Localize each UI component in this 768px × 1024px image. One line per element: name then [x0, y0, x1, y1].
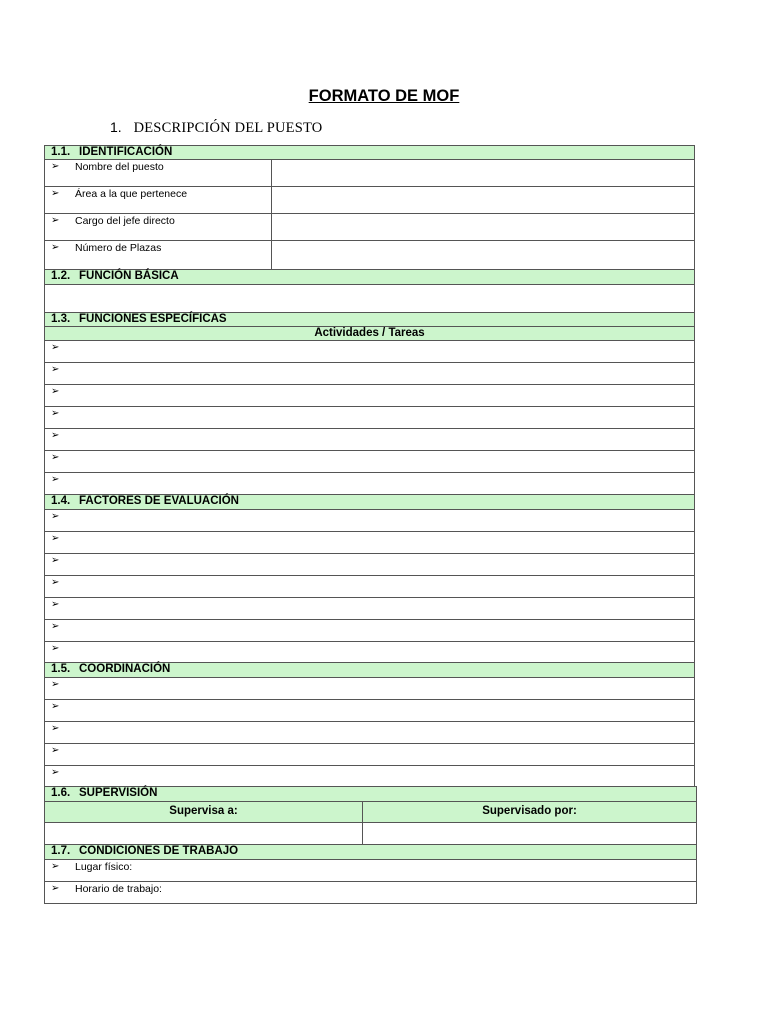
heading-text: DESCRIPCIÓN DEL PUESTO	[133, 120, 323, 136]
list-item	[44, 641, 695, 663]
list-item	[44, 340, 695, 363]
bullet-arrow-icon: ➢	[51, 745, 60, 756]
bullet-arrow-icon: ➢	[51, 408, 60, 419]
bullet-arrow-icon: ➢	[51, 621, 60, 632]
field-label: Área a la que pertenece	[75, 188, 188, 200]
list-item	[44, 721, 695, 744]
bullet-arrow-icon: ➢	[51, 701, 60, 712]
bullet-arrow-icon: ➢	[51, 643, 60, 654]
list-item	[44, 472, 695, 495]
bullet-arrow-icon: ➢	[51, 342, 60, 353]
list-item	[44, 677, 695, 700]
field-row-lugar-fisico	[44, 859, 697, 882]
field-row-cargo-jefe	[44, 213, 695, 241]
bullet-arrow-icon: ➢	[51, 474, 60, 485]
bullet-arrow-icon: ➢	[51, 533, 60, 544]
field-label: Lugar físico:	[75, 861, 133, 873]
field-label: Cargo del jefe directo	[75, 215, 175, 227]
heading-number: 1.	[110, 119, 122, 135]
section-funciones-especificas: 1.3. FUNCIONES ESPECÍFICAS	[44, 312, 695, 327]
supervisa-field	[44, 822, 363, 845]
column-header-supervisado: Supervisado por:	[362, 801, 697, 823]
bullet-arrow-icon: ➢	[51, 430, 60, 441]
list-item	[44, 575, 695, 598]
field-row-numero-plazas	[44, 240, 695, 270]
section-funcion-basica: 1.2. FUNCIÓN BÁSICA	[44, 269, 695, 285]
list-item	[44, 531, 695, 554]
bullet-arrow-icon: ➢	[51, 386, 60, 397]
bullet-arrow-icon: ➢	[51, 188, 60, 199]
list-item	[44, 428, 695, 451]
column-divider	[271, 240, 272, 270]
section-factores-evaluacion: 1.4. FACTORES DE EVALUACIÓN	[44, 494, 695, 510]
section-heading	[110, 119, 322, 137]
bullet-arrow-icon: ➢	[51, 364, 60, 375]
field-label: Nombre del puesto	[75, 161, 164, 173]
column-divider	[271, 159, 272, 187]
section-coordinacion: 1.5. COORDINACIÓN	[44, 662, 695, 678]
section-identificacion: 1.1. IDENTIFICACIÓN	[44, 145, 695, 160]
bullet-arrow-icon: ➢	[51, 861, 60, 872]
bullet-arrow-icon: ➢	[51, 577, 60, 588]
field-row-area	[44, 186, 695, 214]
column-header-actividades: Actividades / Tareas	[44, 326, 695, 341]
list-item	[44, 765, 695, 787]
bullet-arrow-icon: ➢	[51, 161, 60, 172]
bullet-arrow-icon: ➢	[51, 242, 60, 253]
funcion-basica-field	[44, 284, 695, 313]
list-item	[44, 743, 695, 766]
column-header-supervisa: Supervisa a:	[44, 801, 363, 823]
field-label: Horario de trabajo:	[75, 883, 162, 895]
bullet-arrow-icon: ➢	[51, 883, 60, 894]
field-row-nombre-puesto	[44, 159, 695, 187]
field-row-horario	[44, 881, 697, 904]
bullet-arrow-icon: ➢	[51, 215, 60, 226]
list-item	[44, 509, 695, 532]
list-item	[44, 450, 695, 473]
list-item	[44, 619, 695, 642]
bullet-arrow-icon: ➢	[51, 555, 60, 566]
list-item	[44, 362, 695, 385]
list-item	[44, 553, 695, 576]
list-item	[44, 384, 695, 407]
section-condiciones-trabajo: 1.7. CONDICIONES DE TRABAJO	[44, 844, 697, 860]
section-supervision: 1.6. SUPERVISIÓN	[44, 786, 697, 802]
column-divider	[271, 213, 272, 241]
bullet-arrow-icon: ➢	[51, 767, 60, 778]
field-label: Número de Plazas	[75, 242, 162, 254]
bullet-arrow-icon: ➢	[51, 452, 60, 463]
bullet-arrow-icon: ➢	[51, 723, 60, 734]
document-title: FORMATO DE MOF	[308, 87, 460, 105]
column-divider	[271, 186, 272, 214]
list-item	[44, 699, 695, 722]
list-item	[44, 406, 695, 429]
bullet-arrow-icon: ➢	[51, 599, 60, 610]
bullet-arrow-icon: ➢	[51, 679, 60, 690]
supervisado-field	[362, 822, 697, 845]
list-item	[44, 597, 695, 620]
bullet-arrow-icon: ➢	[51, 511, 60, 522]
